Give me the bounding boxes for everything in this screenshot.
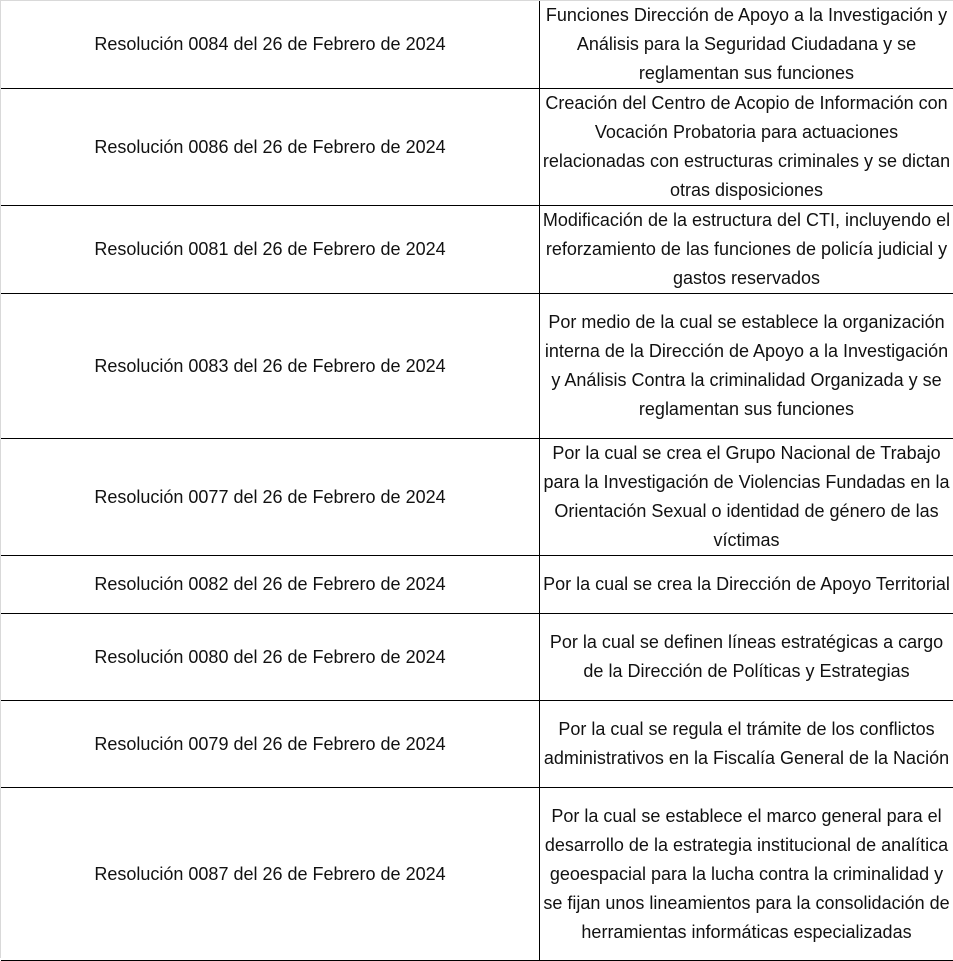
resolution-cell[interactable]: Resolución 0084 del 26 de Febrero de 2024: [1, 1, 540, 89]
table-row: [1, 206, 953, 294]
resolution-cell[interactable]: Resolución 0087 del 26 de Febrero de 2024: [1, 788, 540, 961]
description-cell[interactable]: Por la cual se regula el trámite de los conflictos administrativos en la Fiscalía General de la Nación: [540, 701, 953, 788]
description-cell[interactable]: Por medio de la cual se establece la organización interna de la Dirección de Apoyo a la Investigación y Análisis Contra la criminalidad Organizada y se reglamentan sus funciones: [540, 294, 953, 439]
table-row: [1, 294, 953, 439]
description-cell[interactable]: Funciones Dirección de Apoyo a la Investigación y Análisis para la Seguridad Ciudadana y se reglamentan sus funciones: [540, 1, 953, 89]
description-cell[interactable]: Por la cual se definen líneas estratégicas a cargo de la Dirección de Políticas y Estrategias: [540, 614, 953, 701]
resolution-cell[interactable]: Resolución 0079 del 26 de Febrero de 2024: [1, 701, 540, 788]
description-cell[interactable]: Por la cual se crea el Grupo Nacional de Trabajo para la Investigación de Violencias Fundadas en la Orientación Sexual o identidad de género de las víctimas: [540, 439, 953, 556]
resolution-cell[interactable]: Resolución 0081 del 26 de Febrero de 2024: [1, 206, 540, 294]
description-cell[interactable]: Por la cual se crea la Dirección de Apoyo Territorial: [540, 556, 953, 614]
table-row: [1, 788, 953, 961]
table-row: [1, 439, 953, 556]
table-row: [1, 701, 953, 788]
resolution-cell[interactable]: Resolución 0080 del 26 de Febrero de 2024: [1, 614, 540, 701]
resolution-cell[interactable]: Resolución 0083 del 26 de Febrero de 2024: [1, 294, 540, 439]
resolution-cell[interactable]: Resolución 0086 del 26 de Febrero de 2024: [1, 89, 540, 206]
resolutions-table: [1, 1, 953, 961]
table-row: [1, 556, 953, 614]
resolution-cell[interactable]: Resolución 0082 del 26 de Febrero de 2024: [1, 556, 540, 614]
table-row: [1, 614, 953, 701]
description-cell[interactable]: Modificación de la estructura del CTI, incluyendo el reforzamiento de las funciones de policía judicial y gastos reservados: [540, 206, 953, 294]
table-row: [1, 1, 953, 89]
description-cell[interactable]: Creación del Centro de Acopio de Información con Vocación Probatoria para actuaciones relacionadas con estructuras criminales y se dictan otras disposiciones: [540, 89, 953, 206]
resolution-cell[interactable]: Resolución 0077 del 26 de Febrero de 2024: [1, 439, 540, 556]
description-cell[interactable]: Por la cual se establece el marco general para el desarrollo de la estrategia institucional de analítica geoespacial para la lucha contra la criminalidad y se fijan unos lineamientos para la consolidación de herramientas informáticas especializadas: [540, 788, 953, 961]
table-row: [1, 89, 953, 206]
